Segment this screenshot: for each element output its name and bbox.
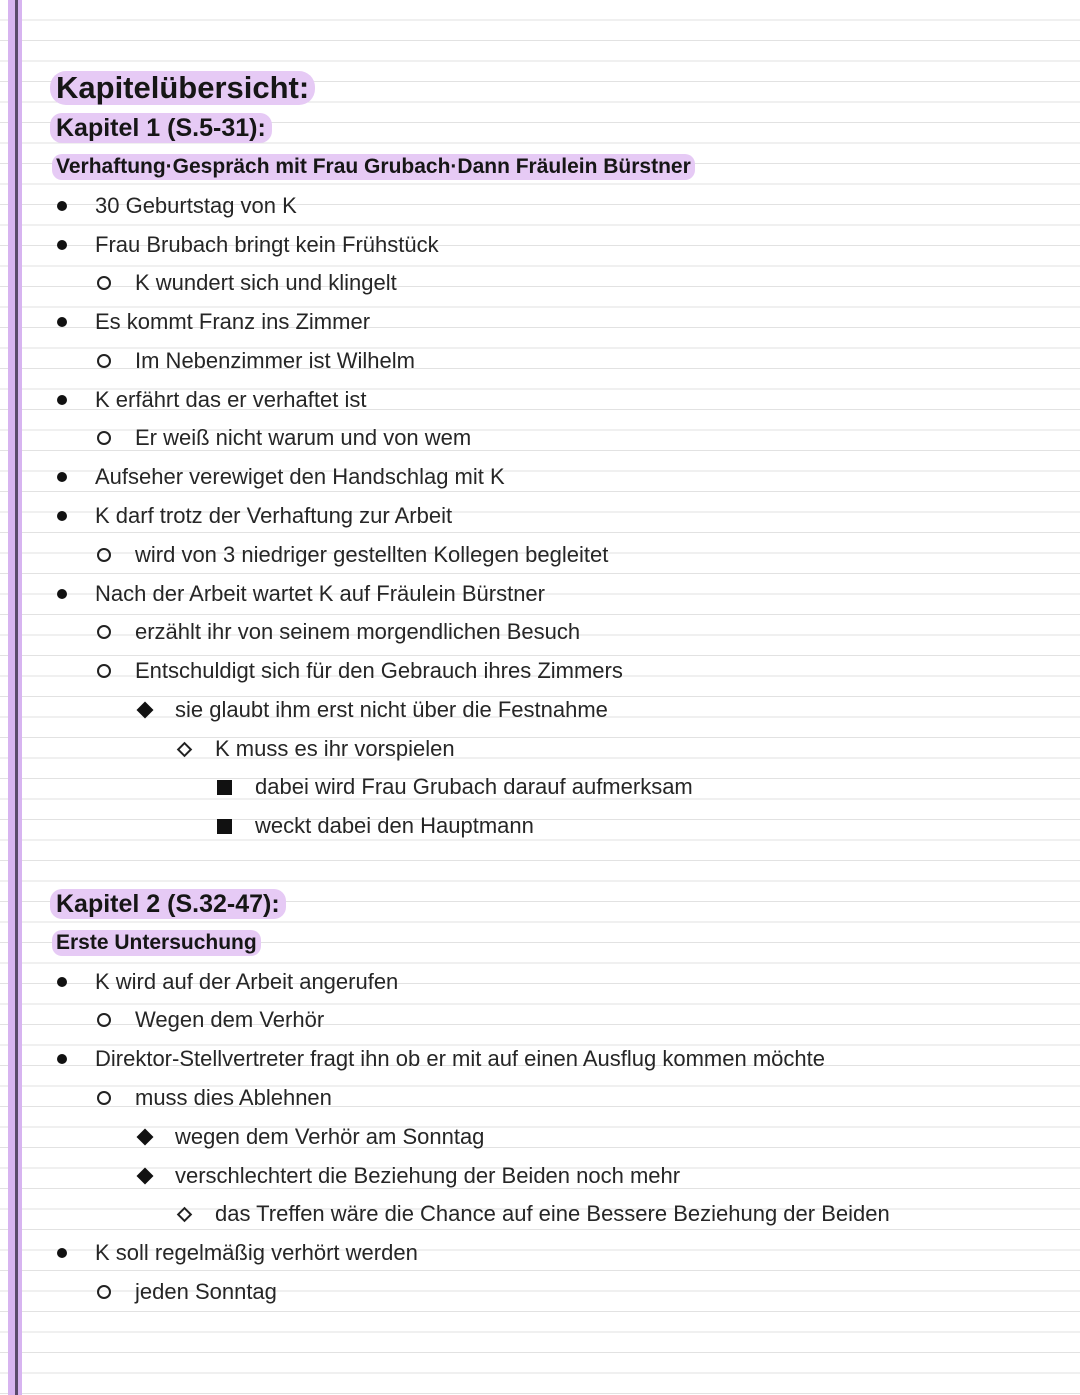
list-item bbox=[55, 575, 545, 613]
list-item-text: K darf trotz der Verhaftung zur Arbeit bbox=[95, 503, 453, 528]
list-item-text: K wundert sich und klingelt bbox=[135, 270, 397, 295]
list-item bbox=[95, 419, 471, 457]
chapter-subtitle: Erste Untersuchung bbox=[52, 930, 261, 956]
bullet-diamond-filled-icon bbox=[137, 1168, 154, 1185]
bullet-diamond-filled-icon bbox=[137, 1129, 154, 1146]
list-item-text: Direktor-Stellvertreter fragt ihn ob er mit auf einen Ausflug kommen möchte bbox=[95, 1046, 825, 1071]
list-item-text: verschlechtert die Beziehung der Beiden noch mehr bbox=[175, 1163, 681, 1188]
bullet-circle-icon bbox=[97, 276, 111, 290]
bullet-circle-icon bbox=[97, 1091, 111, 1105]
list-item bbox=[95, 536, 608, 574]
list-item bbox=[55, 226, 439, 264]
list-item-text: Er weiß nicht warum und von wem bbox=[135, 425, 472, 450]
bullet-dot-icon bbox=[57, 1054, 67, 1064]
list-item bbox=[175, 730, 455, 768]
list-item bbox=[55, 381, 366, 419]
list-item bbox=[55, 1040, 825, 1078]
list-item bbox=[55, 187, 297, 225]
list-item bbox=[95, 613, 580, 651]
bullet-square-icon bbox=[217, 819, 232, 834]
list-item-text: Frau Brubach bringt kein Frühstück bbox=[95, 232, 439, 257]
list-item-text: sie glaubt ihm erst nicht über die Festnahme bbox=[175, 697, 608, 722]
chapter-subtitle-row bbox=[56, 148, 695, 186]
chapter-heading: Kapitel 1 (S.5-31): bbox=[50, 113, 272, 143]
bullet-circle-icon bbox=[97, 1013, 111, 1027]
bullet-dot-icon bbox=[57, 395, 67, 405]
list-item-text: jeden Sonntag bbox=[135, 1279, 277, 1304]
list-item-text: K muss es ihr vorspielen bbox=[215, 736, 455, 761]
margin-line bbox=[15, 0, 18, 1395]
bullet-dot-icon bbox=[57, 1248, 67, 1258]
list-item bbox=[95, 1079, 332, 1117]
list-item-text: erzählt ihr von seinem morgendlichen Besuch bbox=[135, 619, 581, 644]
list-item bbox=[95, 1001, 324, 1039]
bullet-circle-icon bbox=[97, 1285, 111, 1299]
list-item-text: Im Nebenzimmer ist Wilhelm bbox=[135, 348, 415, 373]
list-item-text: dabei wird Frau Grubach darauf aufmerksam bbox=[255, 774, 693, 799]
bullet-circle-icon bbox=[97, 664, 111, 678]
list-item-text: Wegen dem Verhör bbox=[135, 1007, 325, 1032]
bullet-dot-icon bbox=[57, 589, 67, 599]
list-item-text: 30 Geburtstag von K bbox=[95, 193, 297, 218]
bullet-dot-icon bbox=[57, 201, 67, 211]
list-item bbox=[135, 1118, 484, 1156]
list-item bbox=[135, 691, 608, 729]
list-item-text: Entschuldigt sich für den Gebrauch ihres Zimmers bbox=[135, 658, 623, 683]
list-item bbox=[135, 1157, 680, 1195]
list-item bbox=[55, 303, 370, 341]
list-item-text: Nach der Arbeit wartet K auf Fräulein Bürstner bbox=[95, 581, 545, 606]
list-item-text: das Treffen wäre die Chance auf eine Bessere Beziehung der Beiden bbox=[215, 1201, 890, 1226]
list-item-text: K wird auf der Arbeit angerufen bbox=[95, 969, 399, 994]
page-title-row bbox=[56, 69, 315, 107]
bullet-diamond-filled-icon bbox=[137, 702, 154, 719]
chapter-subtitle: Verhaftung·Gespräch mit Frau Grubach·Dann Fräulein Bürstner bbox=[52, 154, 695, 180]
list-item bbox=[95, 1273, 277, 1311]
chapter-heading: Kapitel 2 (S.32-47): bbox=[50, 889, 286, 919]
bullet-circle-icon bbox=[97, 625, 111, 639]
list-item-text: wegen dem Verhör am Sonntag bbox=[175, 1124, 485, 1149]
list-item bbox=[55, 458, 505, 496]
bullet-diamond-hollow-icon bbox=[177, 1206, 193, 1222]
list-item bbox=[55, 1234, 418, 1272]
bullet-diamond-hollow-icon bbox=[177, 741, 193, 757]
list-item bbox=[215, 807, 534, 845]
bullet-dot-icon bbox=[57, 317, 67, 327]
bullet-square-icon bbox=[217, 780, 232, 795]
bullet-dot-icon bbox=[57, 511, 67, 521]
list-item-text: Aufseher verewiget den Handschlag mit K bbox=[95, 464, 505, 489]
bullet-dot-icon bbox=[57, 977, 67, 987]
chapter-subtitle-row bbox=[56, 924, 261, 962]
chapter-heading-row bbox=[56, 885, 286, 923]
list-item-text: K erfährt das er verhaftet ist bbox=[95, 387, 367, 412]
list-item bbox=[95, 342, 415, 380]
list-item bbox=[175, 1195, 890, 1233]
list-item-text: Es kommt Franz ins Zimmer bbox=[95, 309, 371, 334]
list-item-text: wird von 3 niedriger gestellten Kollegen begleitet bbox=[135, 542, 609, 567]
bullet-circle-icon bbox=[97, 431, 111, 445]
bullet-circle-icon bbox=[97, 354, 111, 368]
chapter-heading-row bbox=[56, 109, 272, 147]
bullet-dot-icon bbox=[57, 240, 67, 250]
list-item bbox=[95, 264, 397, 302]
bullet-dot-icon bbox=[57, 472, 67, 482]
bullet-circle-icon bbox=[97, 548, 111, 562]
list-item-text: K soll regelmäßig verhört werden bbox=[95, 1240, 418, 1265]
list-item bbox=[55, 497, 452, 535]
list-item-text: muss dies Ablehnen bbox=[135, 1085, 332, 1110]
page-title: Kapitelübersicht: bbox=[50, 71, 315, 105]
list-item bbox=[95, 652, 623, 690]
list-item-text: weckt dabei den Hauptmann bbox=[255, 813, 534, 838]
list-item bbox=[55, 963, 398, 1001]
list-item bbox=[215, 768, 693, 806]
